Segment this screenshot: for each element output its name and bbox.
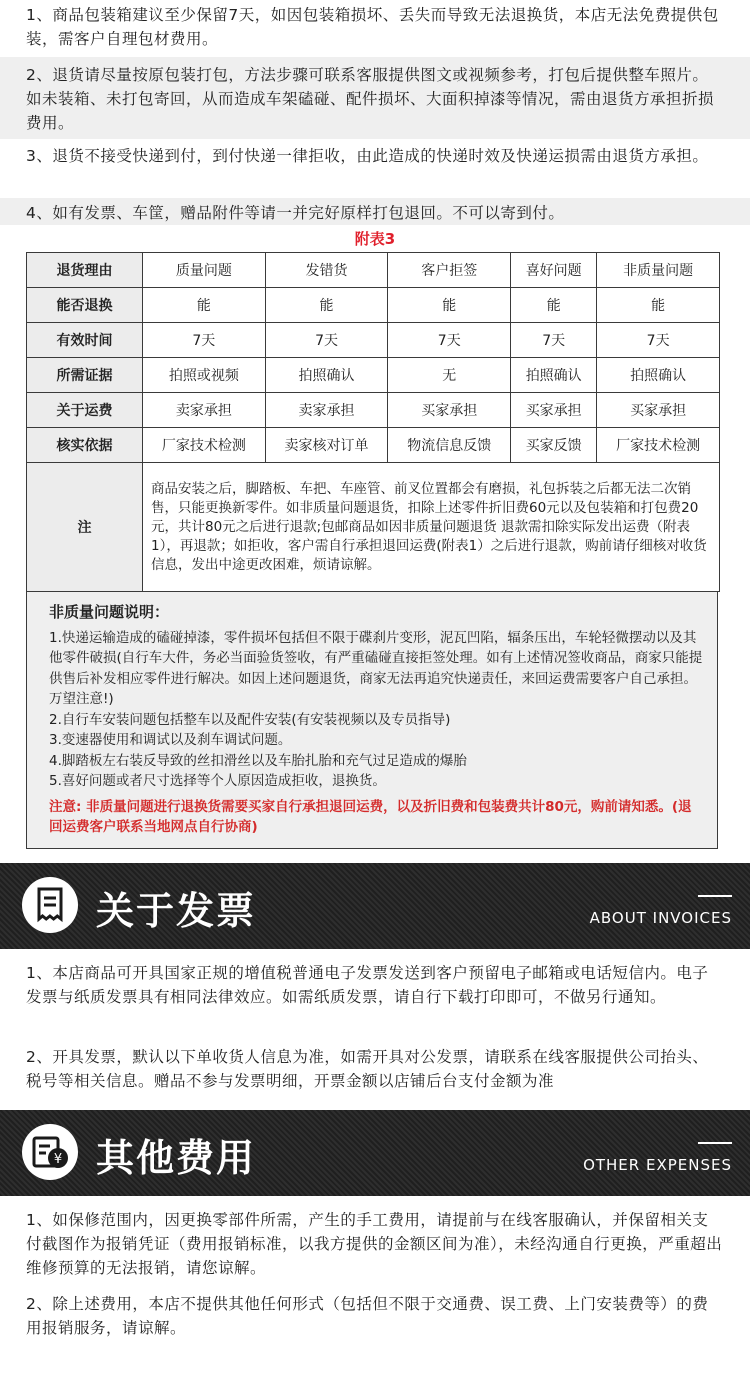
table-cell: 7天 (597, 323, 720, 358)
table-cell: 拍照确认 (511, 358, 597, 393)
table-cell: 7天 (388, 323, 511, 358)
non-quality-item: 1.快递运输造成的磕碰掉漆，零件损坏包括但不限于碟刹片变形，泥瓦凹陷，辐条压出，车轮轻微摆动以及其他零件破损(自行车大件，务必当面验货签收，有严重磕碰直接拒签处理。如有上述情况签收商品，商家只能提供售后补发相应零件进行解决。如因上述问题退货，商家无法再追究快递责任，来回运费需要客户自己承担。万望注意!) (49, 629, 703, 707)
table-cell: 能 (265, 288, 388, 323)
table-row (27, 323, 720, 358)
invoice-title: 关于发票 (96, 888, 257, 933)
banner-divider (698, 895, 732, 897)
table-header-row (27, 253, 720, 288)
return-notes (0, 0, 750, 225)
note-3: 3、退货不接受快递到付，到付快递一律拒收，由此造成的快递时效及快递运损需由退货方承担。 (26, 147, 709, 165)
table-row (27, 288, 720, 323)
table-row-label: 关于运费 (27, 393, 143, 428)
table-cell: 卖家核对订单 (265, 428, 388, 463)
table-cell: 厂家技术检测 (597, 428, 720, 463)
expenses-paragraph: 1、如保修范围内，因更换零部件所需，产生的手工费用，请提前与在线客服确认，并保留相关支付截图作为报销凭证（费用报销标准，以我方提供的金额区间为准），未经沟通自行更换，严重超出维修预算的无法报销，请您谅解。 (26, 1210, 723, 1277)
expense-icon (22, 1124, 78, 1180)
table-cell: 买家承担 (597, 393, 720, 428)
table-cell: 7天 (265, 323, 388, 358)
table-row (27, 393, 720, 428)
table-col-header: 非质量问题 (597, 253, 720, 288)
invoice-subtitle: ABOUT INVOICES (589, 908, 732, 927)
table-row-label: 退货理由 (27, 253, 143, 288)
table-cell: 卖家承担 (143, 393, 266, 428)
table-cell: 能 (388, 288, 511, 323)
non-quality-item: 2.自行车安装问题包括整车以及配件安装(有安装视频以及专员指导) (49, 711, 451, 728)
expenses-title: 其他费用 (96, 1135, 257, 1180)
table-cell: 买家承担 (511, 393, 597, 428)
table-cell: 拍照或视频 (143, 358, 266, 393)
note-4: 4、如有发票、车筐，赠品附件等请一并完好原样打包退回。不可以寄到付。 (0, 198, 750, 225)
table-row-label: 所需证据 (27, 358, 143, 393)
table-cell: 厂家技术检测 (143, 428, 266, 463)
table-title: 附表3 (354, 230, 396, 248)
table-row (27, 428, 720, 463)
expenses-paragraph: 2、除上述费用，本店不提供其他任何形式（包括但不限于交通费、误工费、上门安装费等）的费用报销服务，请谅解。 (26, 1294, 709, 1337)
table-cell: 物流信息反馈 (388, 428, 511, 463)
table-note-row (27, 463, 720, 592)
non-quality-box (26, 592, 718, 849)
non-quality-warning: 注意: 非质量问题进行退换货需要买家自行承担退回运费，以及折旧费和包装费共计80元，购前请知悉。(退回运费客户联系当地网点自行协商) (49, 798, 692, 835)
table-row-label: 核实依据 (27, 428, 143, 463)
non-quality-item: 3.变速器使用和调试以及刹车调试问题。 (49, 732, 292, 748)
table-cell: 能 (597, 288, 720, 323)
invoice-banner (0, 863, 750, 949)
table-cell: 卖家承担 (265, 393, 388, 428)
non-quality-item: 5.喜好问题或者尺寸选择等个人原因造成拒收，退换货。 (49, 773, 386, 789)
table-cell: 买家承担 (388, 393, 511, 428)
expenses-subtitle: OTHER EXPENSES (583, 1155, 732, 1174)
note-1: 1、商品包装箱建议至少保留7天，如因包装箱损坏、丢失而导致无法退换货，本店无法免费提供包装，需客户自理包材费用。 (26, 6, 719, 48)
banner-divider (698, 1142, 732, 1144)
table-cell: 能 (511, 288, 597, 323)
invoice-icon (22, 877, 78, 933)
note-2: 2、退货请尽量按原包装打包，方法步骤可联系客服提供图文或视频参考，打包后提供整车照片。如未装箱、未打包寄回，从而造成车架磕碰、配件损坏、大面积掉漆等情况，需由退货方承担折损费用。 (0, 57, 750, 139)
table-row-label: 能否退换 (27, 288, 143, 323)
table-cell: 拍照确认 (265, 358, 388, 393)
table-col-header: 质量问题 (143, 253, 266, 288)
invoice-paragraph: 2、开具发票，默认以下单收货人信息为准，如需开具对公发票，请联系在线客服提供公司抬头、税号等相关信息。赠品不参与发票明细，开票金额以店铺后台支付金额为准 (26, 1047, 709, 1090)
non-quality-item: 4.脚踏板左右装反导致的丝扣滑丝以及车胎扎胎和充气过足造成的爆胎 (49, 752, 467, 769)
table-cell: 无 (388, 358, 511, 393)
table-col-header: 发错货 (265, 253, 388, 288)
table-row-label: 有效时间 (27, 323, 143, 358)
svg-text:¥: ¥ (53, 1151, 63, 1167)
invoice-paragraph: 1、本店商品可开具国家正规的增值税普通电子发票发送到客户预留电子邮箱或电话短信内。电子发票与纸质发票具有相同法律效应。如需纸质发票，请自行下载打印即可，不做另行通知。 (26, 963, 709, 1006)
table-row (27, 358, 720, 393)
table-note-label: 注 (27, 463, 143, 592)
return-policy-table (26, 252, 720, 592)
table-note-text: 商品安装之后，脚踏板、车把、车座管、前叉位置都会有磨损，礼包拆装之后都无法二次销售，只能更换新零件。如非质量问题退货，扣除上述零件折旧费60元以及包装箱和打包费20元，共计80元之后进行退款;包邮商品如因非质量问题退货 退款需扣除实际发出运费（附表1），再退款；如拒收，客户需自行承担退回运费(附表1）之后进行退款，购前请仔细核对收货信息，发出中途更改困难，烦请谅解。 (143, 463, 720, 592)
table-cell: 7天 (511, 323, 597, 358)
table-cell: 买家反馈 (511, 428, 597, 463)
table-cell: 拍照确认 (597, 358, 720, 393)
table-cell: 能 (143, 288, 266, 323)
table-col-header: 客户拒签 (388, 253, 511, 288)
table-cell: 7天 (143, 323, 266, 358)
non-quality-title: 非质量问题说明： (49, 603, 170, 621)
table-col-header: 喜好问题 (511, 253, 597, 288)
expenses-banner (0, 1110, 750, 1196)
